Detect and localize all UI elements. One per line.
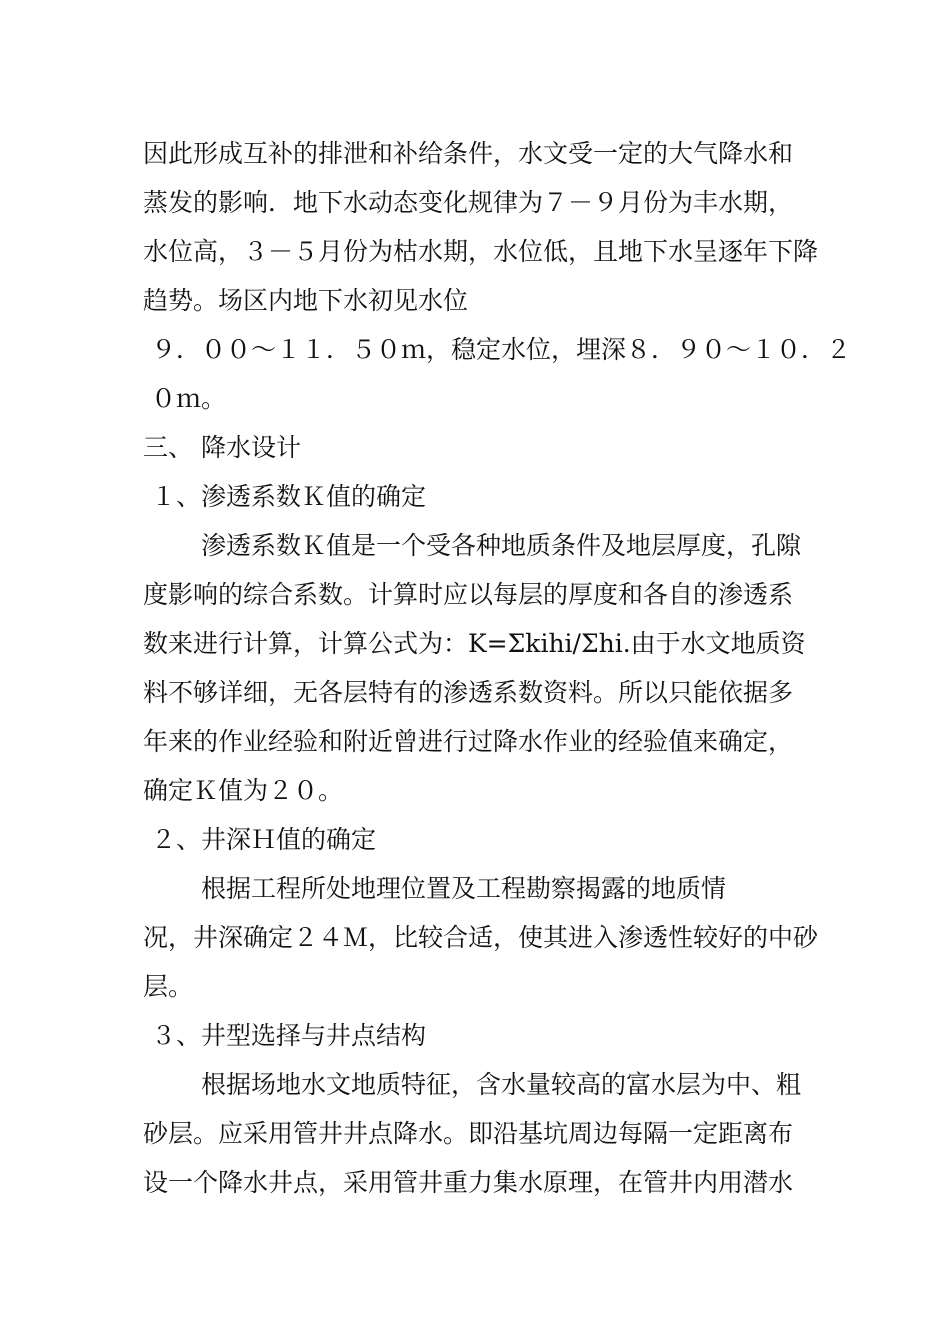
paragraph-line: 况，井深确定２４Ｍ，比较合适，使其进入渗透性较好的中砂	[143, 923, 819, 952]
paragraph-line: ９．００～１１．５０ｍ，稳定水位，埋深８．９０～１０．２	[151, 335, 852, 364]
paragraph-line: 根据场地水文地质特征，含水量较高的富水层为中、粗	[201, 1070, 802, 1099]
paragraph-line: 因此形成互补的排泄和补给条件，水文受一定的大气降水和	[143, 139, 794, 168]
paragraph-line: ０ｍ。	[151, 384, 227, 413]
section-heading: 三、 降水设计	[143, 433, 301, 462]
paragraph-line: 蒸发的影响．地下水动态变化规律为７－９月份为丰水期，	[143, 188, 794, 217]
paragraph-line: 确定Ｋ值为２０。	[143, 776, 344, 805]
paragraph-line: 趋势。场区内地下水初见水位	[143, 286, 469, 315]
paragraph-line: 度影响的综合系数。计算时应以每层的厚度和各自的渗透系	[143, 580, 794, 609]
paragraph-line: 渗透系数Ｋ值是一个受各种地质条件及地层厚度，孔隙	[201, 531, 802, 560]
paragraph-line: 料不够详细，无各层特有的渗透系数资料。所以只能依据多	[143, 678, 794, 707]
subsection-heading: １、渗透系数Ｋ值的确定	[151, 482, 427, 511]
paragraph-line: 年来的作业经验和附近曾进行过降水作业的经验值来确定，	[143, 727, 794, 756]
paragraph-line: 砂层。应采用管井井点降水。即沿基坑周边每隔一定距离布	[143, 1119, 794, 1148]
paragraph-line: 根据工程所处地理位置及工程勘察揭露的地质情	[201, 874, 727, 903]
paragraph-line: 水位高，３－５月份为枯水期，水位低，且地下水呈逐年下降	[143, 237, 819, 266]
paragraph-line: 层。	[143, 972, 194, 1001]
paragraph-line: 数来进行计算，计算公式为：K=Σkihi/Σhi.由于水文地质资	[143, 629, 806, 658]
paragraph-line: 设一个降水井点，采用管井重力集水原理，在管井内用潜水	[143, 1168, 794, 1197]
subsection-heading: ３、井型选择与井点结构	[151, 1021, 427, 1050]
subsection-heading: ２、井深Ｈ值的确定	[151, 825, 377, 854]
